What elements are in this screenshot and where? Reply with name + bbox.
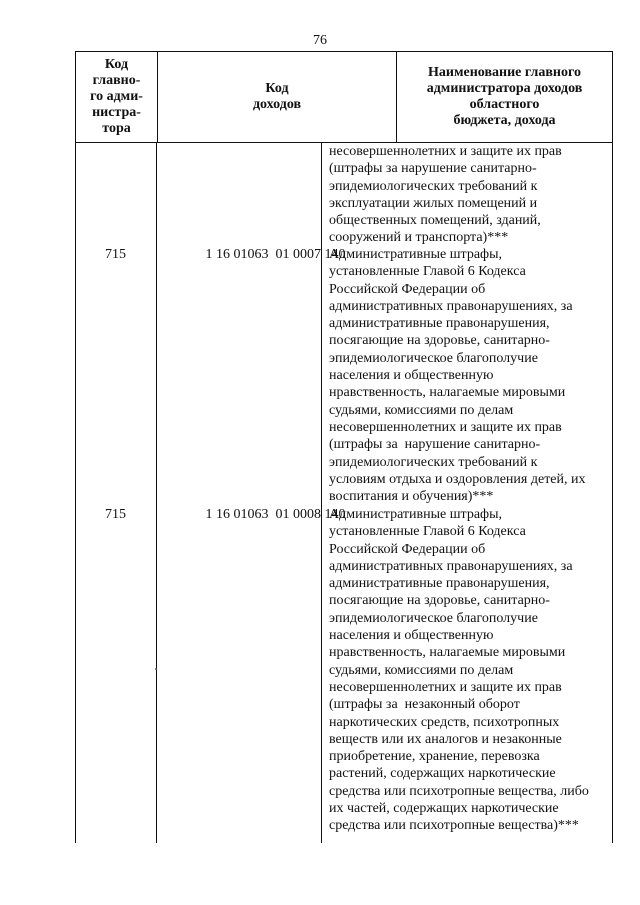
continuation-text: несовершеннолетних и защите их прав (штрафы за нарушение санитарно- эпидемиологических требований к эксплуатации жилых помещений и общественных помещений, зданий, сооружений и транспорта)*** <box>329 144 562 246</box>
income-code-cell: 1 16 01063 01 0007 140 <box>205 247 346 262</box>
scan-speck <box>155 668 157 670</box>
page-number: 76 <box>313 33 327 48</box>
income-code-cell: 1 16 01063 01 0008 140 <box>205 507 346 522</box>
header-admin-code: Код главно- го адми- нистра- тора <box>90 57 143 136</box>
table-header <box>75 51 613 143</box>
header-name: Наименование главного администратора доходов областного бюджета, дохода <box>396 52 612 142</box>
admin-code-cell: 715 <box>105 247 126 262</box>
header-income-code: Код доходов <box>157 52 396 142</box>
income-name-cell: Административные штрафы, установленные Главой 6 Кодекса Российской Федерации об административных правонарушениях, за административные правонарушения, посягающие на здоровье, санитарно- эпидемиологическое благополучие населения и общественную нравственность, налагаемые мировыми судьями, комиссиями по делам несовершеннолетних и защите их прав (штрафы за незаконный оборот наркотических средств, психотропных веществ или их аналогов и незаконные приобретение, хранение, перевозка растений, содержащих наркотические средства или психотропные вещества, либо их частей, содержащих наркотические средства или психотропные вещества)*** <box>329 507 589 834</box>
income-name-cell: Административные штрафы, установленные Главой 6 Кодекса Российской Федерации об административных правонарушениях, за административные правонарушения, посягающие на здоровье, санитарно- эпидемиологическое благополучие населения и общественную нравственность, налагаемые мировыми судьями, комиссиями по делам несовершеннолетних и защите их прав (штрафы за нарушение санитарно- эпидемиологических требований к условиям отдыха и оздоровления детей, их воспитания и обучения)*** <box>329 247 586 505</box>
admin-code-cell: 715 <box>105 507 126 522</box>
